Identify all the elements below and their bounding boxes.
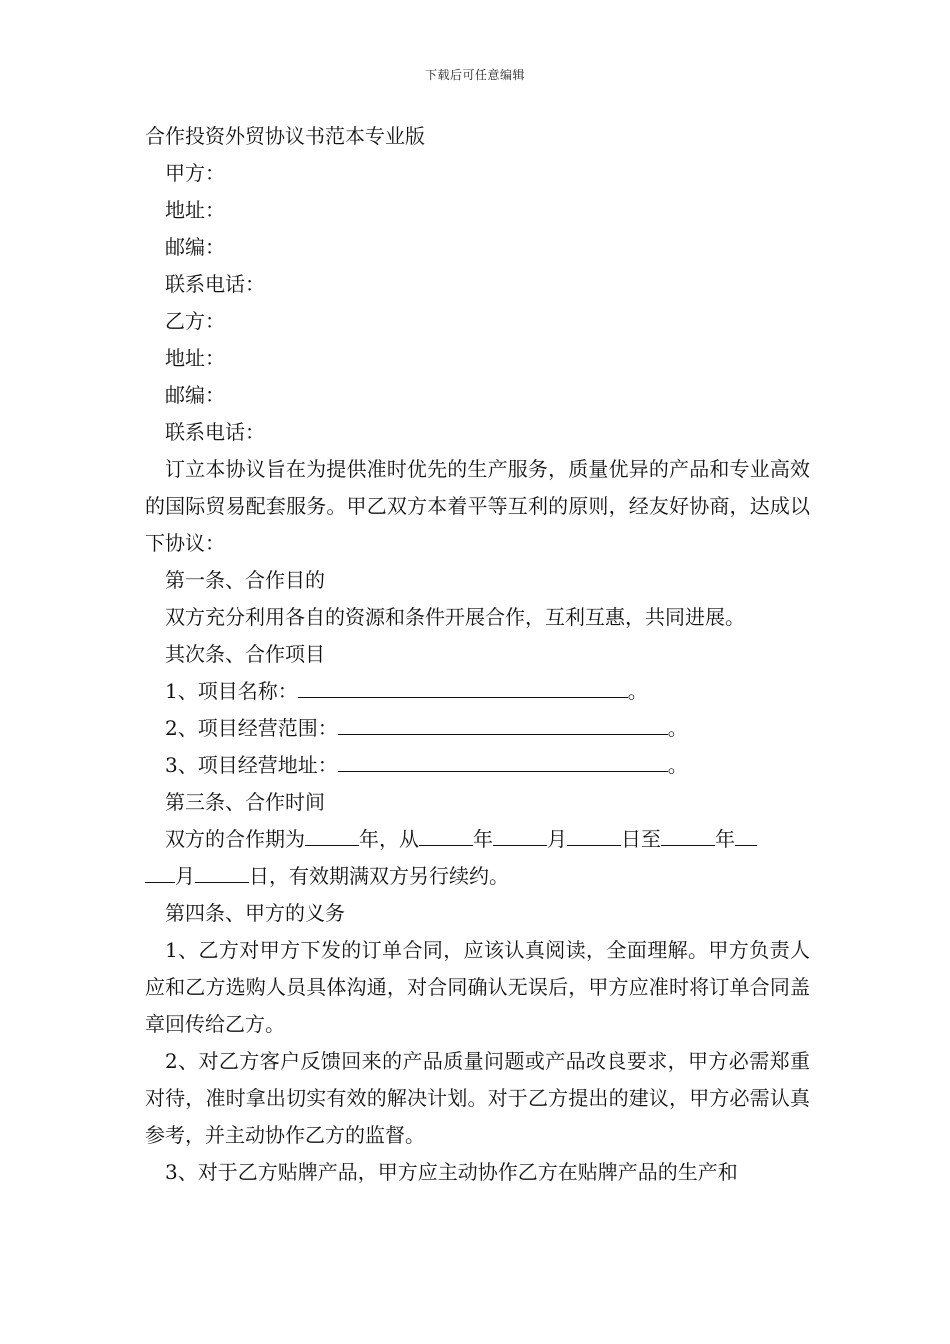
party-b-address-label: 地址： (165, 346, 225, 370)
period-text: 双方的合作期为 (165, 827, 305, 851)
intro-paragraph: 订立本协议旨在为提供准时优先的生产服务，质量优异的产品和专业高效的国际贸易配套服务。甲乙双方本着平等互利的原则，经友好协商，达成以下协议： (145, 457, 810, 555)
document-body (145, 118, 810, 1191)
blank-end-month-a (735, 821, 757, 846)
project-address-blank (338, 747, 668, 772)
party-b-label: 乙方： (165, 309, 225, 333)
project-address-line (145, 747, 810, 784)
party-b-postcode-label: 邮编： (165, 383, 225, 407)
period-mark: 。 (627, 679, 648, 703)
period-text: 日至 (621, 827, 661, 851)
blank-end-month-b (145, 858, 175, 883)
party-a-postcode-label: 邮编： (165, 235, 225, 259)
period-text: 月 (547, 827, 567, 851)
period-mark: 。 (667, 753, 688, 777)
cooperation-period-paragraph (145, 821, 810, 895)
article-4-item-2: 2、对乙方客户反馈回来的产品质量问题或产品改良要求，甲方必需郑重对待，准时拿出切实有效的解决计划。对于乙方提出的建议，甲方必需认真参考，并主动协作乙方的监督。 (145, 1049, 810, 1147)
blank-end-year (661, 821, 715, 846)
party-a-phone-label: 联系电话： (165, 272, 265, 296)
project-name-label: 1、项目名称： (165, 679, 298, 703)
article-1-title: 第一条、合作目的 (165, 568, 325, 592)
period-text: 月 (175, 864, 195, 888)
party-a-address-label: 地址： (165, 198, 225, 222)
blank-end-day (195, 858, 249, 883)
project-scope-line (145, 710, 810, 747)
article-1-text: 双方充分利用各自的资源和条件开展合作，互利互惠，共同进展。 (165, 605, 745, 629)
period-text: 年，从 (359, 827, 419, 851)
article-3-title: 第三条、合作时间 (165, 790, 325, 814)
party-b-phone-label: 联系电话： (165, 420, 265, 444)
article-4-item-3: 3、对于乙方贴牌产品，甲方应主动协作乙方在贴牌产品的生产和 (165, 1160, 738, 1184)
period-text: 年 (473, 827, 493, 851)
blank-start-day (567, 821, 621, 846)
document-title: 合作投资外贸协议书范本专业版 (145, 124, 425, 148)
article-4-title: 第四条、甲方的义务 (165, 901, 345, 925)
project-scope-blank (338, 710, 668, 735)
project-address-label: 3、项目经营地址： (165, 753, 338, 777)
project-name-line (145, 673, 810, 710)
article-2-title: 其次条、合作项目 (165, 642, 325, 666)
header-note: 下载后可任意编辑 (424, 68, 525, 82)
period-mark: 。 (667, 716, 688, 740)
project-scope-label: 2、项目经营范围： (165, 716, 338, 740)
blank-years (305, 821, 359, 846)
period-text: 年 (715, 827, 735, 851)
party-a-label: 甲方： (165, 161, 225, 185)
blank-start-year (419, 821, 473, 846)
blank-start-month (493, 821, 547, 846)
article-4-item-1: 1、乙方对甲方下发的订单合同，应该认真阅读，全面理解。甲方负责人应和乙方选购人员具体沟通，对合同确认无误后，甲方应准时将订单合同盖章回传给乙方。 (145, 938, 810, 1036)
project-name-blank (298, 673, 628, 698)
period-text: 日，有效期满双方另行续约。 (249, 864, 509, 888)
